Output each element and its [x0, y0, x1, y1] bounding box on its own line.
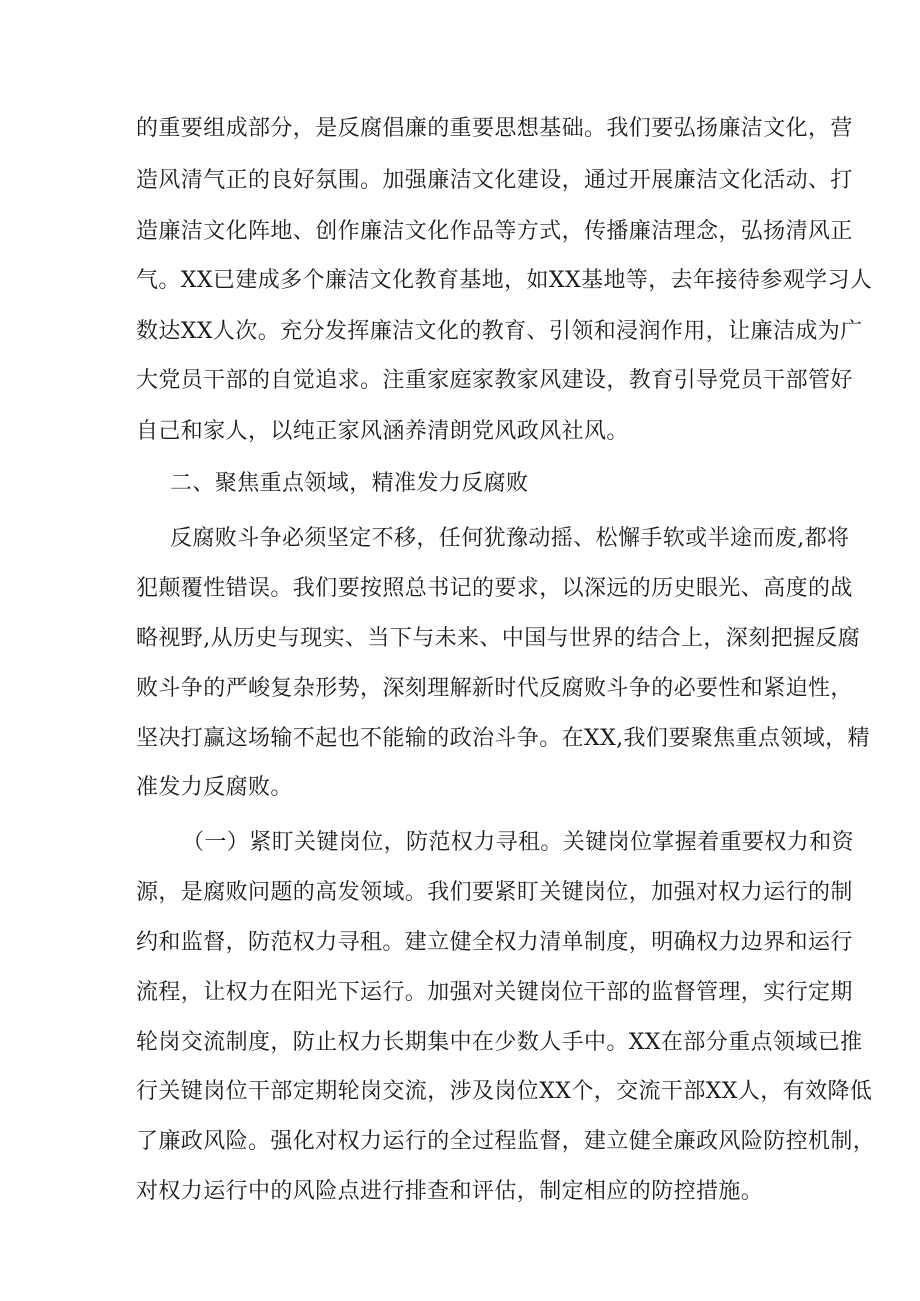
paragraph-3-line-2: 源，是腐败问题的高发领域。我们要紧盯关键岗位，加强对权力运行的制 [136, 880, 853, 905]
paragraph-3-line-5: 轮岗交流制度，防止权力长期集中在少数人手中。XX在部分重点领域已推 [136, 1030, 863, 1055]
paragraph-3-line-8: 对权力运行中的风险点进行排查和评估，制定相应的防控措施。 [136, 1179, 764, 1204]
paragraph-2-line-1: 反腐败斗争必须坚定不移，任何犹豫动摇、松懈手软或半途而废,都将 [170, 526, 850, 551]
paragraph-1-line-2: 造风清气正的良好氛围。加强廉洁文化建设，通过开展廉洁文化活动、打 [136, 168, 853, 193]
paragraph-2-line-4: 败斗争的严峻复杂形势，深刻理解新时代反腐败斗争的必要性和紧迫性， [136, 676, 853, 701]
paragraph-3-line-1: （一）紧盯关键岗位，防范权力寻租。关键岗位掌握着重要权力和资 [182, 830, 855, 855]
paragraph-1-line-3: 造廉洁文化阵地、创作廉洁文化作品等方式，传播廉洁理念，弘扬清风正 [136, 219, 853, 244]
paragraph-1-line-5: 数达XX人次。充分发挥廉洁文化的教育、引领和浸润作用，让廉洁成为广 [136, 319, 863, 344]
paragraph-1-line-1: 的重要组成部分，是反腐倡廉的重要思想基础。我们要弘扬廉洁文化，营 [136, 116, 853, 141]
paragraph-3-line-7: 了廉政风险。强化对权力运行的全过程监督，建立健全廉政风险防控机制， [136, 1129, 876, 1154]
paragraph-2-line-2: 犯颠覆性错误。我们要按照总书记的要求，以深远的历史眼光、高度的战 [136, 576, 853, 601]
section-heading-2: 二、聚焦重点领域，精准发力反腐败 [170, 471, 529, 496]
paragraph-3-line-6: 行关键岗位干部定期轮岗交流，涉及岗位XX个，交流干部XX人，有效降低 [136, 1079, 873, 1104]
paragraph-1-line-7: 自己和家人，以纯正家风涵养清朗党风政风社风。 [136, 419, 629, 444]
paragraph-2-line-3: 略视野,从历史与现实、当下与未来、中国与世界的结合上，深刻把握反腐 [136, 626, 861, 651]
paragraph-3-line-3: 约和监督，防范权力寻租。建立健全权力清单制度，明确权力边界和运行 [136, 930, 853, 955]
paragraph-2-line-5: 坚决打赢这场输不起也不能输的政治斗争。在XX,我们要聚焦重点领域，精 [136, 726, 870, 751]
paragraph-3-line-4: 流程，让权力在阳光下运行。加强对关键岗位干部的监督管理，实行定期 [136, 980, 853, 1005]
paragraph-2-line-6: 准发力反腐败。 [136, 775, 293, 800]
paragraph-1-line-6: 大党员干部的自觉追求。注重家庭家教家风建设，教育引导党员干部管好 [136, 368, 853, 393]
paragraph-1-line-4: 气。XX已建成多个廉洁文化教育基地，如XX基地等，去年接待参观学习人 [136, 268, 873, 293]
